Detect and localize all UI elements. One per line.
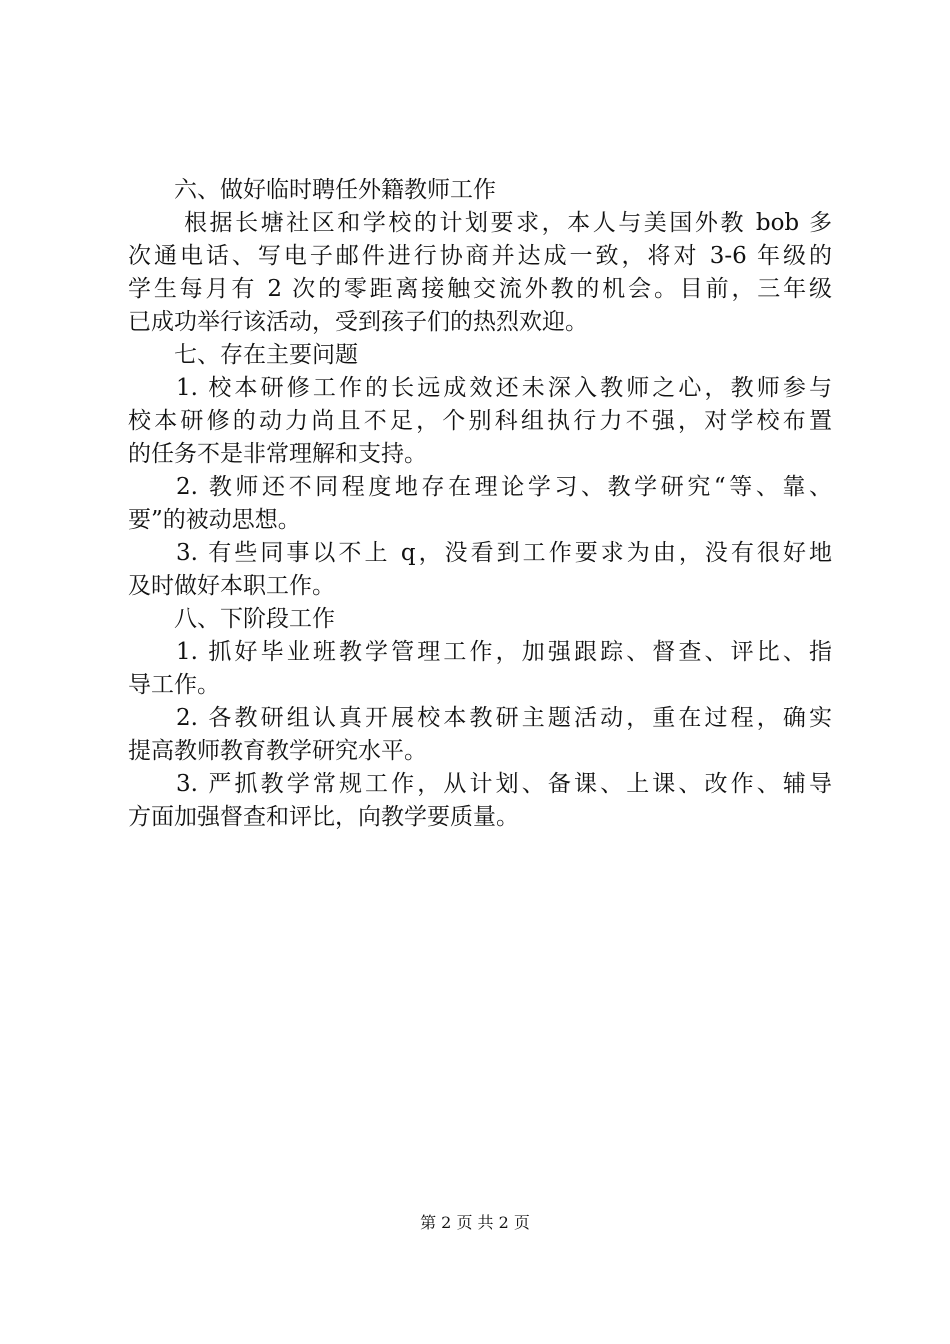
- paragraph-line: 提高教师教育教学研究水平。: [128, 738, 427, 764]
- paragraph-line: 1. 抓好毕业班教学管理工作，加强跟踪、督查、评比、指: [176, 639, 832, 665]
- paragraph-line: 校本研修的动力尚且不足，个别科组执行力不强，对学校布置: [128, 408, 832, 434]
- paragraph-line: 2. 教师还不同程度地存在理论学习、教学研究“等、靠、: [176, 474, 832, 500]
- paragraph-line: 导工作。: [128, 672, 220, 698]
- paragraph-line: 2. 各教研组认真开展校本教研主题活动，重在过程，确实: [176, 705, 832, 731]
- paragraph-line: 1. 校本研修工作的长远成效还未深入教师之心，教师参与: [176, 375, 832, 401]
- paragraph-line: 方面加强督查和评比，向教学要质量。: [128, 804, 519, 830]
- paragraph-line: 及时做好本职工作。: [128, 573, 335, 599]
- paragraph-line: 3. 严抓教学常规工作，从计划、备课、上课、改作、辅导: [176, 771, 832, 797]
- paragraph-line: 的任务不是非常理解和支持。: [128, 441, 427, 467]
- page-footer: 第 2 页 共 2 页: [420, 1213, 530, 1232]
- section-heading-7: 七、存在主要问题: [174, 342, 358, 368]
- paragraph-line: 要”的被动思想。: [128, 507, 301, 533]
- document-body: [128, 174, 832, 834]
- paragraph-line: 次通电话、写电子邮件进行协商并达成一致，将对 3-6 年级的: [128, 243, 832, 269]
- paragraph-line: 已成功举行该活动，受到孩子们的热烈欢迎。: [128, 309, 588, 335]
- section-heading-6: 六、做好临时聘任外籍教师工作: [174, 177, 496, 203]
- paragraph-line: 根据长塘社区和学校的计划要求，本人与美国外教 bob 多: [184, 210, 832, 236]
- paragraph-line: 3. 有些同事以不上 q，没看到工作要求为由，没有很好地: [176, 540, 832, 566]
- section-heading-8: 八、下阶段工作: [174, 606, 335, 632]
- paragraph-line: 学生每月有 2 次的零距离接触交流外教的机会。目前，三年级: [128, 276, 832, 302]
